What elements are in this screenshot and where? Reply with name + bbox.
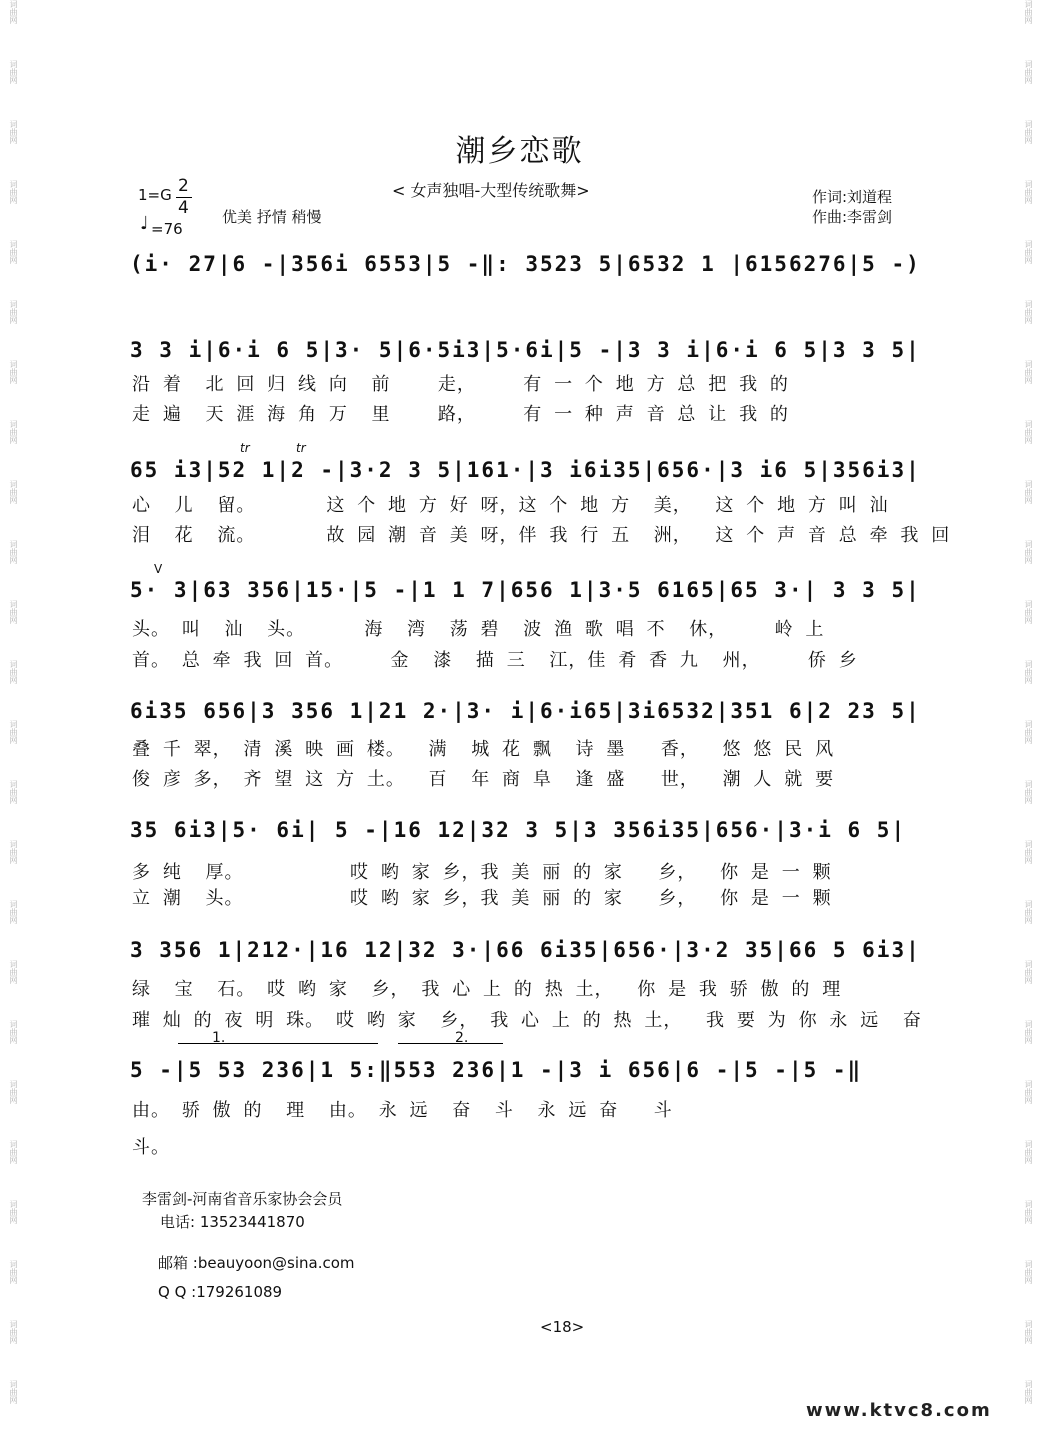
site-url: www.ktvc8.com	[806, 1400, 992, 1421]
side-watermark-text: 词曲网	[9, 1200, 18, 1224]
left-watermark-column	[4, 0, 18, 1450]
side-watermark-text: 词曲网	[1024, 660, 1033, 684]
lyric-line-verse-2: 泪 花 流。 故 园 潮 音 美 呀，伴 我 行 五 洲， 这 个 声 音 总 牵 我 回	[132, 525, 951, 546]
lyric-line-verse-1: 多 纯 厚。 哎 哟 家 乡，我 美 丽 的 家 乡， 你 是 一 颗	[132, 862, 832, 883]
lyric-line-verse-1: 头。 叫 汕 头。 海 湾 荡 碧 波 渔 歌 唱 不 休， 岭 上	[132, 619, 825, 640]
side-watermark-text: 词曲网	[1024, 960, 1033, 984]
side-watermark-text: 词曲网	[1024, 300, 1033, 324]
side-watermark-text: 词曲网	[9, 1080, 18, 1104]
score-row-8: 5 -|5 53 236|1 5:‖553 236|1 -|3 i 656|6 -|5 -|5 -‖	[130, 1058, 863, 1082]
side-watermark-text: 词曲网	[9, 60, 18, 84]
composer-membership: 李雷剑-河南省音乐家协会会员	[142, 1190, 343, 1208]
first-ending-label: 1.	[212, 1030, 226, 1046]
side-watermark-text: 词曲网	[1024, 840, 1033, 864]
side-watermark-text: 词曲网	[1024, 1260, 1033, 1284]
lyric-line-verse-1: 叠 千 翠， 清 溪 映 画 楼。 满 城 花 飘 诗 墨 香， 悠 悠 民 风	[132, 739, 835, 760]
time-denominator: 4	[178, 198, 189, 218]
first-ending-bracket	[178, 1043, 378, 1044]
phone-number: 电话: 13523441870	[160, 1213, 305, 1231]
side-watermark-text: 词曲网	[9, 420, 18, 444]
side-watermark-text: 词曲网	[9, 900, 18, 924]
side-watermark-text: 词曲网	[9, 1140, 18, 1164]
lyric-line-verse-1: 绿 宝 石。 哎 哟 家 乡， 我 心 上 的 热 土， 你 是 我 骄 傲 的 理	[132, 979, 842, 1000]
lyric-line-verse-2: 斗。	[132, 1137, 170, 1158]
score-row-3: 65 i3|52 1|2 -|3·2 3 5|161·|3 i6i35|656·|3 i6 5|356i3|	[130, 458, 921, 482]
trill-mark: tr	[240, 441, 250, 455]
side-watermark-text: 词曲网	[9, 660, 18, 684]
score-row-7: 3 356 1|212·|16 12|32 3·|66 6i35|656·|3·2 35|66 5 6i3|	[130, 938, 921, 962]
side-watermark-text: 词曲网	[1024, 60, 1033, 84]
side-watermark-text: 词曲网	[9, 1260, 18, 1284]
side-watermark-text: 词曲网	[9, 840, 18, 864]
page-number: <18>	[540, 1318, 585, 1336]
qq-number: Q Q :179261089	[158, 1283, 283, 1301]
side-watermark-text: 词曲网	[9, 1380, 18, 1404]
score-row-6: 35 6i3|5· 6i| 5 -|16 12|32 3 5|3 356i35|656·|3·i 6 5|	[130, 818, 907, 842]
side-watermark-text: 词曲网	[9, 180, 18, 204]
side-watermark-text: 词曲网	[1024, 780, 1033, 804]
song-title: 潮乡恋歌	[455, 134, 584, 169]
tempo-marking: =76	[151, 220, 183, 238]
side-watermark-text: 词曲网	[9, 600, 18, 624]
expression-marking: 优美 抒情 稍慢	[222, 208, 322, 226]
email-address: 邮箱 :beauyoon@sina.com	[158, 1254, 355, 1272]
side-watermark-text: 词曲网	[1024, 1380, 1033, 1404]
score-row-intro: (i· 27|6 -|356i 6553|5 -‖: 3523 5|6532 1 |6156276|5 -)	[130, 252, 921, 276]
side-watermark-text: 词曲网	[1024, 600, 1033, 624]
second-ending-bracket	[398, 1043, 503, 1044]
side-watermark-text: 词曲网	[9, 540, 18, 564]
side-watermark-text: 词曲网	[1024, 540, 1033, 564]
side-watermark-text: 词曲网	[9, 720, 18, 744]
side-watermark-text: 词曲网	[1024, 480, 1033, 504]
side-watermark-text: 词曲网	[9, 1020, 18, 1044]
side-watermark-text: 词曲网	[1024, 180, 1033, 204]
breath-mark: V	[154, 562, 163, 576]
side-watermark-text: 词曲网	[1024, 420, 1033, 444]
side-watermark-text: 词曲网	[1024, 360, 1033, 384]
second-ending-label: 2.	[455, 1030, 469, 1046]
lyric-line-verse-1: 沿 着 北 回 归 线 向 前 走， 有 一 个 地 方 总 把 我 的	[132, 374, 789, 395]
side-watermark-text: 词曲网	[1024, 1320, 1033, 1344]
lyric-line-verse-2: 俊 彦 多， 齐 望 这 方 土。 百 年 商 阜 逢 盛 世， 潮 人 就 要	[132, 769, 835, 790]
lyric-line-verse-2: 首。 总 牵 我 回 首。 金 漆 描 三 江，佳 肴 香 九 州， 侨 乡	[132, 650, 858, 671]
lyric-line-verse-1: 心 儿 留。 这 个 地 方 好 呀，这 个 地 方 美， 这 个 地 方 叫 汕	[132, 495, 889, 516]
side-watermark-text: 词曲网	[1024, 720, 1033, 744]
side-watermark-text: 词曲网	[1024, 1080, 1033, 1104]
song-subtitle: < 女声独唱-大型传统歌舞>	[392, 181, 590, 200]
side-watermark-text: 词曲网	[9, 0, 18, 24]
lyric-line-verse-1: 由。 骄 傲 的 理 由。 永 远 奋 斗 永 远 奋 斗	[132, 1100, 673, 1121]
side-watermark-text: 词曲网	[1024, 120, 1033, 144]
lyric-line-verse-2: 立 潮 头。 哎 哟 家 乡，我 美 丽 的 家 乡， 你 是 一 颗	[132, 888, 832, 909]
composer-credit: 作曲:李雷剑	[812, 208, 893, 226]
site-watermark	[806, 1400, 992, 1421]
score-row-4: 5· 3|63 356|15·|5 -|1 1 7|656 1|3·5 6165|65 3·| 3 3 5|	[130, 578, 921, 602]
side-watermark-text: 词曲网	[9, 300, 18, 324]
right-watermark-column	[1019, 0, 1033, 1450]
time-numerator: 2	[178, 176, 189, 196]
side-watermark-text: 词曲网	[1024, 1200, 1033, 1224]
side-watermark-text: 词曲网	[1024, 240, 1033, 264]
side-watermark-text: 词曲网	[1024, 0, 1033, 24]
key-signature: 1=G	[138, 186, 172, 204]
lyricist-credit: 作词:刘道程	[812, 188, 893, 206]
score-row-5: 6i35 656|3 356 1|21 2·|3· i|6·i65|3i6532|351 6|2 23 5|	[130, 699, 921, 723]
trill-mark: tr	[296, 441, 306, 455]
score-row-2: 3 3 i|6·i 6 5|3· 5|6·5i3|5·6i|5 -|3 3 i|6·i 6 5|3 3 5|	[130, 338, 921, 362]
side-watermark-text: 词曲网	[1024, 1140, 1033, 1164]
side-watermark-text: 词曲网	[9, 1320, 18, 1344]
side-watermark-text: 词曲网	[1024, 900, 1033, 924]
side-watermark-text: 词曲网	[9, 360, 18, 384]
quarter-note-icon: ♩	[140, 213, 149, 234]
lyric-line-verse-2: 走 遍 天 涯 海 角 万 里 路， 有 一 种 声 音 总 让 我 的	[132, 404, 789, 425]
side-watermark-text: 词曲网	[9, 240, 18, 264]
side-watermark-text: 词曲网	[9, 120, 18, 144]
lyric-line-verse-2: 璀 灿 的 夜 明 珠。 哎 哟 家 乡， 我 心 上 的 热 土， 我 要 为 你 永 远 奋	[132, 1010, 922, 1031]
side-watermark-text: 词曲网	[9, 780, 18, 804]
side-watermark-text: 词曲网	[9, 960, 18, 984]
side-watermark-text: 词曲网	[1024, 1020, 1033, 1044]
side-watermark-text: 词曲网	[9, 480, 18, 504]
